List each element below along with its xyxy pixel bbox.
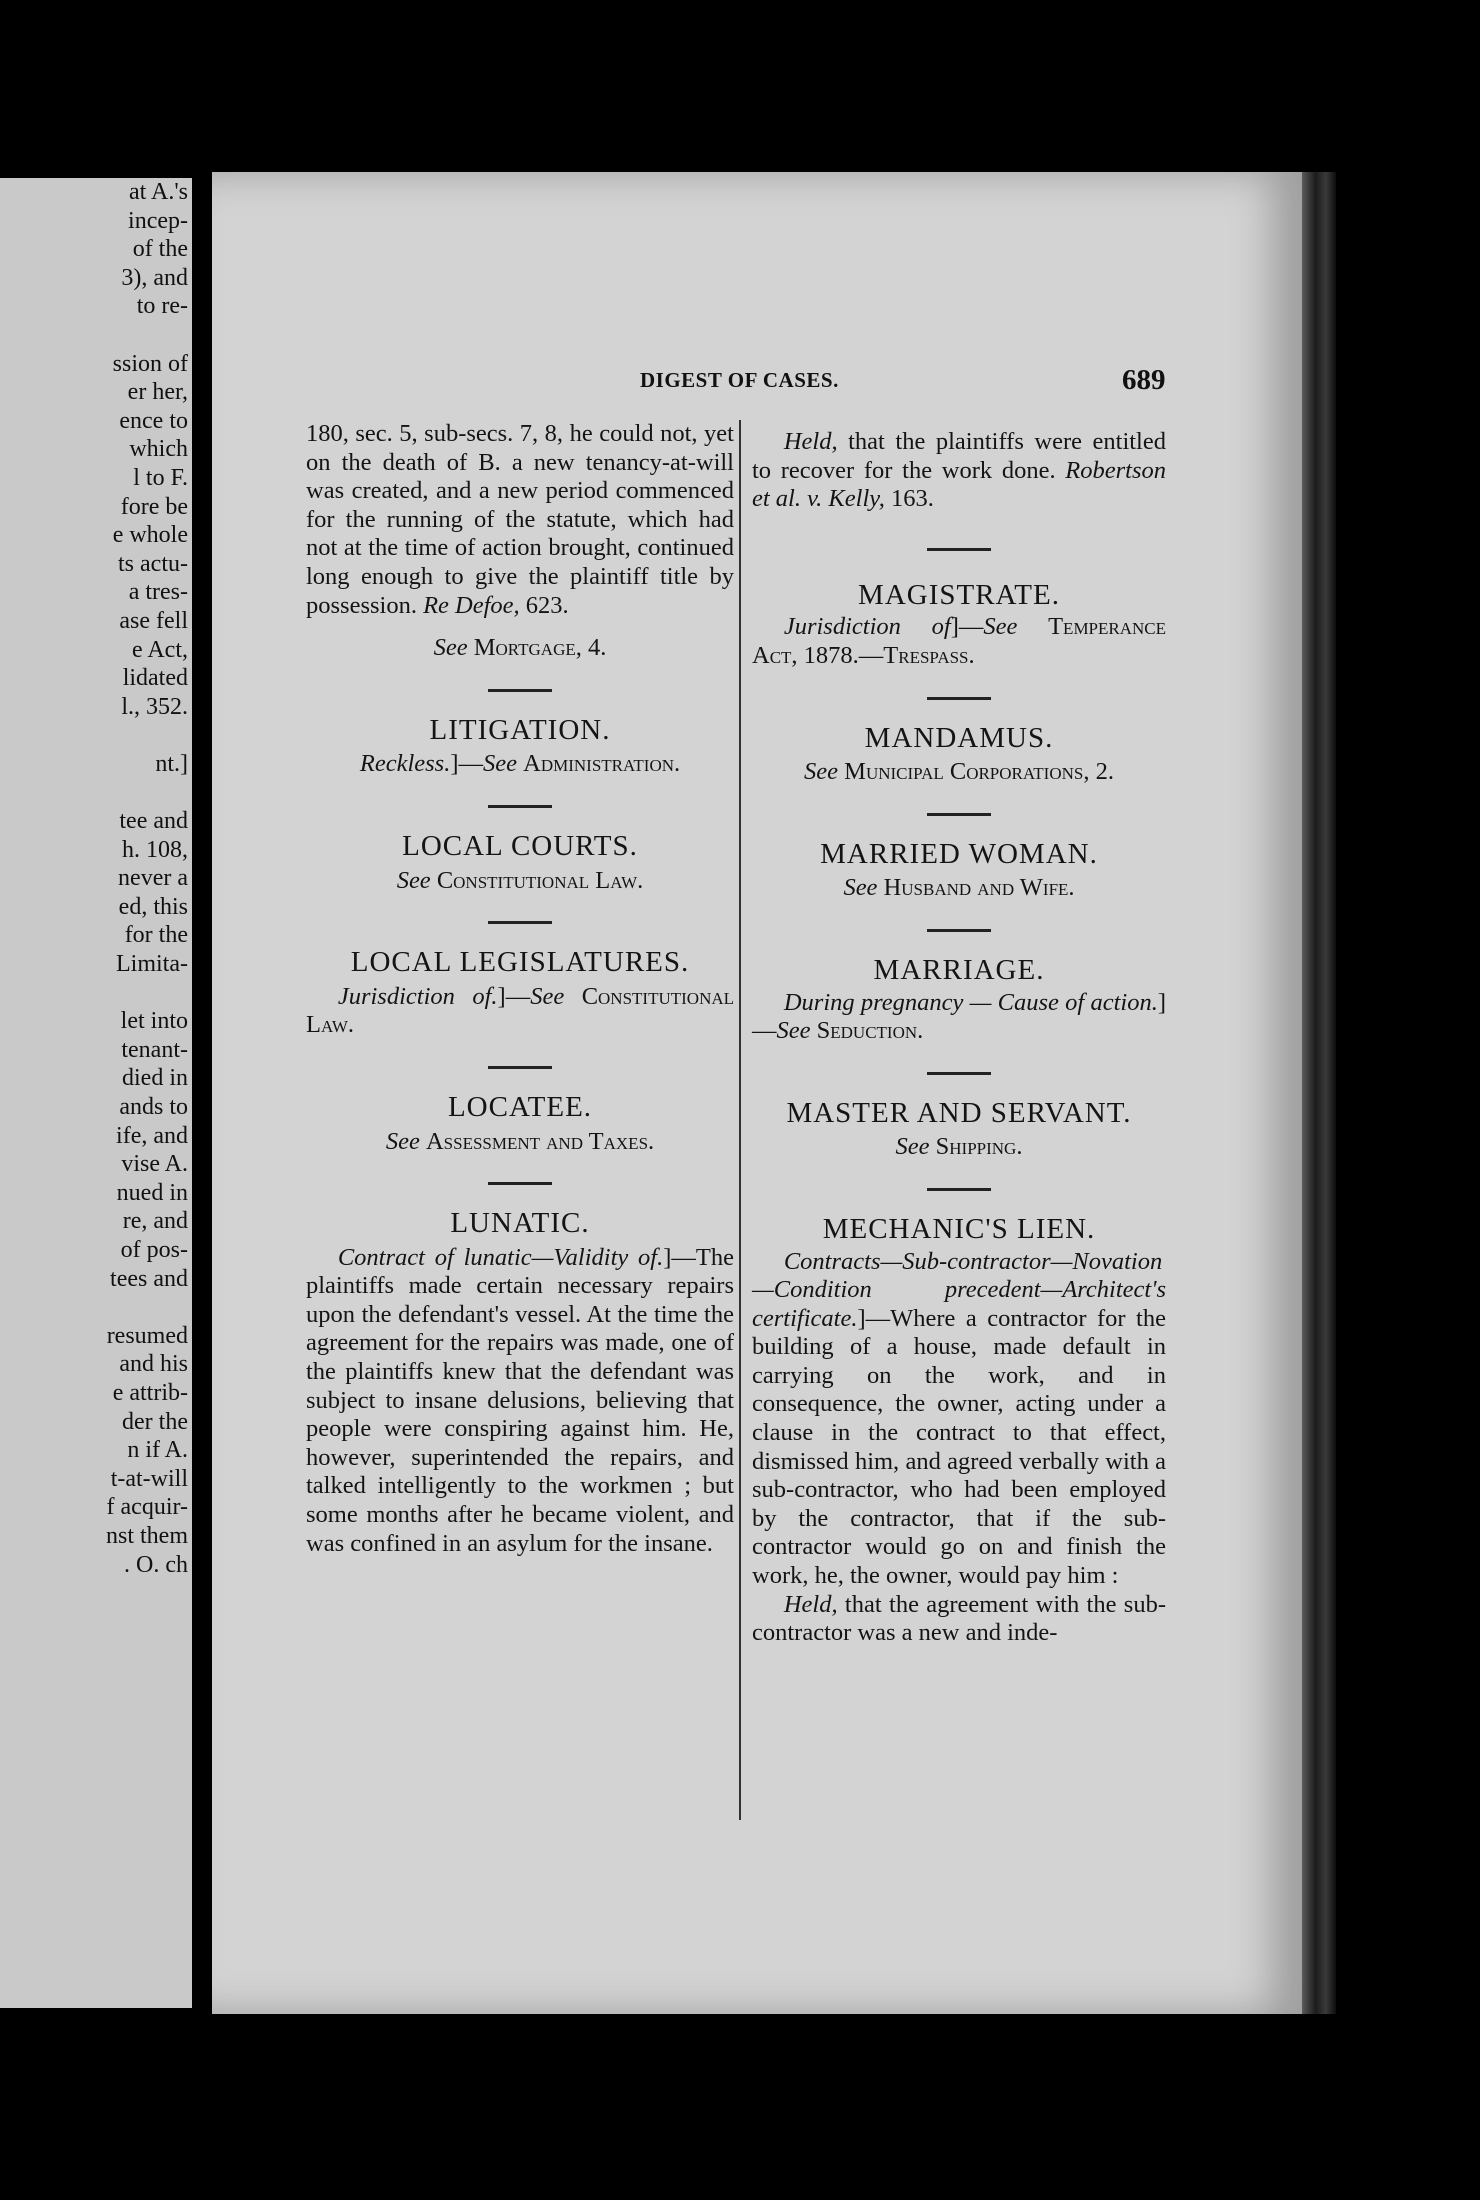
section-rule [927, 697, 991, 700]
left-page-line: lidated [122, 665, 188, 692]
section-rule [488, 1182, 552, 1185]
left-page-line: t-at-will [110, 1465, 188, 1492]
left-page-line: nued in [116, 1179, 188, 1206]
entry-local-legislatures: Jurisdiction of.]—See Constitutional Law. [306, 982, 735, 1039]
left-page-line: n if A. [127, 1437, 188, 1464]
heading-lunatic: LUNATIC. [450, 1207, 590, 1240]
left-page-line: and his [119, 1351, 188, 1378]
left-page-line: ts actu- [118, 550, 188, 577]
left-page-line [0, 721, 188, 750]
left-page-line: for the [124, 922, 188, 949]
left-page-line: to re- [136, 293, 188, 320]
left-page-line: fore be [120, 493, 188, 520]
heading-locatee: LOCATEE. [447, 1090, 593, 1123]
left-page-line: nt.] [155, 750, 188, 777]
left-column [306, 420, 734, 1558]
left-page-line: never a [118, 865, 188, 892]
left-page-line: resumed [106, 1322, 188, 1349]
heading-litigation: LITIGATION. [429, 713, 611, 746]
left-page-line: ed, this [118, 893, 188, 920]
left-page-line: ands to [119, 1094, 188, 1120]
section-rule [927, 929, 991, 932]
left-page-line: ase fell [119, 607, 188, 634]
left-page-line: tenant- [121, 1036, 188, 1063]
entry-local-courts: See Constitutional Law. [396, 866, 644, 894]
entry-mandamus: See Municipal Corporations, 2. [804, 758, 1114, 786]
heading-master-servant: MASTER AND SERVANT. [786, 1096, 1132, 1129]
entry-magistrate: Jurisdiction of]—See Temperance Act, 1878.—Trespass. [752, 613, 1167, 669]
left-page-line: e attrib- [112, 1379, 188, 1406]
held-paragraph: Held, that the plaintiffs were entitled to recover for the work done. Robertson et al. v. Kelly, 163. [752, 428, 1166, 513]
entry-master-servant: See Shipping. [895, 1133, 1023, 1161]
page-edge [1302, 172, 1336, 2014]
left-page-line: . O. ch [124, 1551, 188, 1578]
right-column [752, 428, 1166, 1648]
entry-litigation: Reckless.]—See Administration. [359, 750, 681, 778]
section-rule [927, 813, 991, 816]
left-page-line: of the [132, 236, 188, 263]
section-rule [927, 548, 991, 551]
cross-reference: See Mortgage, 4. [433, 634, 607, 662]
heading-mechanics-lien: MECHANIC'S LIEN. [822, 1212, 1096, 1245]
left-page-line [0, 979, 188, 1008]
left-page-line: at A.'s [129, 179, 188, 205]
heading-marriage: MARRIAGE. [873, 953, 1045, 986]
section-rule [488, 1066, 552, 1069]
left-page-line: er her, [127, 379, 188, 406]
entry-locatee: See Assessment and Taxes. [385, 1127, 655, 1155]
left-page-line: f acquir- [106, 1494, 188, 1521]
page-number: 689 [1122, 364, 1166, 396]
section-rule [927, 1188, 991, 1191]
left-page-line: ssion of [112, 350, 188, 377]
entry-marriage: During pregnancy — Cause of action.]—See Seduction. [752, 988, 1166, 1045]
left-page-line: l., 352. [121, 693, 188, 720]
heading-local-courts: LOCAL COURTS. [402, 829, 638, 862]
left-page-text [0, 178, 188, 1579]
left-page-line: a tres- [128, 579, 188, 606]
left-page-line: tee and [119, 808, 188, 835]
left-page-line: let into [120, 1008, 188, 1035]
left-page-line: which [129, 436, 188, 463]
left-page-line: 3), and [121, 264, 188, 291]
left-page-line: e whole [112, 522, 188, 549]
section-rule [488, 805, 552, 808]
section-rule [488, 689, 552, 692]
left-page-line: of pos- [120, 1236, 188, 1263]
left-page-line [0, 321, 188, 350]
left-page-fragment [0, 178, 192, 2008]
left-page-line: Limita- [116, 951, 188, 978]
left-page-line: incep- [128, 207, 188, 234]
left-page-line: tees and [110, 1265, 188, 1292]
left-page-line: e Act, [132, 636, 188, 663]
paragraph-continuation: 180, sec. 5, sub-secs. 7, 8, he could not, yet on the death of B. a new tenancy-at-will was created, and a new period commenced for the running of the statute, which had not at the time of action brought, continued long enough to give the plaintiff title by possession. Re Defoe, 623. [306, 420, 734, 619]
running-head: DIGEST OF CASES. [640, 368, 839, 392]
left-page-line: vise A. [121, 1151, 188, 1178]
entry-mechanics-lien: Contracts—Sub-contractor—Novation—Condition precedent—Architect's certificate.]—Where a contractor for the building of a house, made default in carrying on the work, and in consequence, the owner, acting under a clause in the contract to that effect, dismissed him, and agreed verbally with a sub-contractor, who had been employed by the contractor, that if the sub-contractor would go on and finish the work, he, the owner, would pay him : [752, 1247, 1166, 1590]
heading-local-legislatures: LOCAL LEGISLATURES. [350, 946, 690, 979]
left-page-line: h. 108, [122, 836, 188, 863]
left-page-line [0, 1293, 188, 1322]
heading-magistrate: MAGISTRATE. [858, 578, 1060, 611]
left-page-line: der the [122, 1408, 188, 1435]
column-divider [739, 420, 741, 1820]
entry-lunatic: Contract of lunatic—Validity of.]—The plaintiffs made certain necessary repairs upon the defendant's vessel. At the time the agreement for the repairs was made, one of the plaintiffs knew that the defendant was subject to insane delusions, believing that people were conspiring against him. He, however, superintended the repairs, and talked intelligently to the workmen ; but some months after he became violent, and was confined in an asylum for the insane. [306, 1243, 734, 1557]
section-rule [927, 1072, 991, 1075]
left-page-line: nst them [106, 1522, 188, 1549]
left-page-line: re, and [122, 1208, 188, 1235]
left-page-line: ife, and [116, 1122, 188, 1149]
held-mechanics-lien: Held, that the agreement with the sub-contractor was a new and inde- [752, 1590, 1166, 1647]
heading-married-woman: MARRIED WOMAN. [820, 837, 1098, 870]
section-rule [488, 921, 552, 924]
left-page-line: ence to [119, 407, 188, 434]
heading-mandamus: MANDAMUS. [864, 721, 1054, 754]
left-page-line [0, 778, 188, 807]
left-page-line: l to F. [133, 464, 188, 491]
entry-married-woman: See Husband and Wife. [843, 874, 1075, 902]
left-page-line: died in [122, 1065, 188, 1092]
